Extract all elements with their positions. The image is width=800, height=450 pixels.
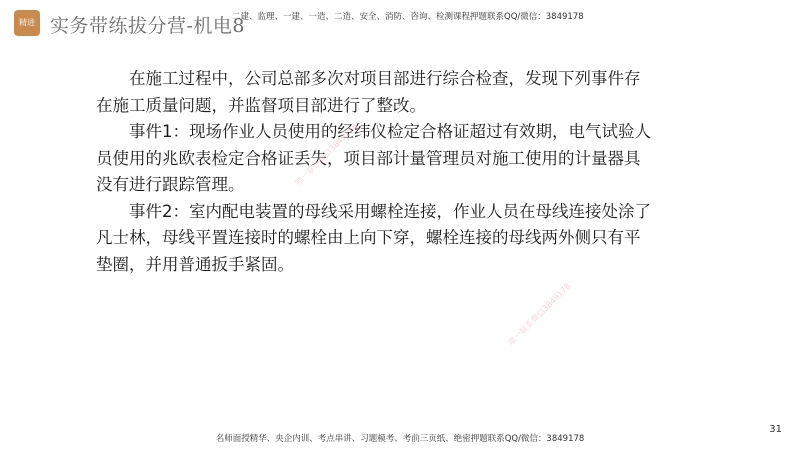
paragraph-event-2: 事件2：室内配电装置的母线采用螺栓连接，作业人员在母线连接处涂了凡士林，母线平置连接时的螺栓由上向下穿，螺栓连接的母线两外侧只有平垫圈，并用普通扳手紧固。 <box>96 201 651 274</box>
paragraph-intro: 在施工过程中，公司总部多次对项目部进行综合检查，发现下列事件存在施工质量问题，并监督项目部进行了整改。 <box>96 69 641 115</box>
watermark: 唯一联系微信3849178 <box>506 281 573 348</box>
brand-logo <box>14 10 40 36</box>
paragraph-event-1: 事件1：现场作业人员使用的经纬仪检定合格证超过有效期，电气试验人员使用的兆欧表检定合格证丢失，项目部计量管理员对施工使用的计量器具没有进行跟踪管理。 <box>96 122 651 194</box>
header-notice: 二建、监理、一建、一造、二造、安全、消防、咨询、检测课程押题联系QQ/微信：3849178 <box>232 12 584 22</box>
page-title: 实务带练拔分营-机电8 <box>50 15 246 37</box>
watermark: 唯一联系微信3849178 <box>293 121 360 188</box>
main-content <box>96 66 656 278</box>
logo-text: 精进 <box>19 18 35 27</box>
page-number: 31 <box>769 424 782 435</box>
footer-notice: 名师面授精华、央企内训、考点串讲、习题模考、考前三页纸、绝密押题联系QQ/微信：3849178 <box>215 434 585 444</box>
